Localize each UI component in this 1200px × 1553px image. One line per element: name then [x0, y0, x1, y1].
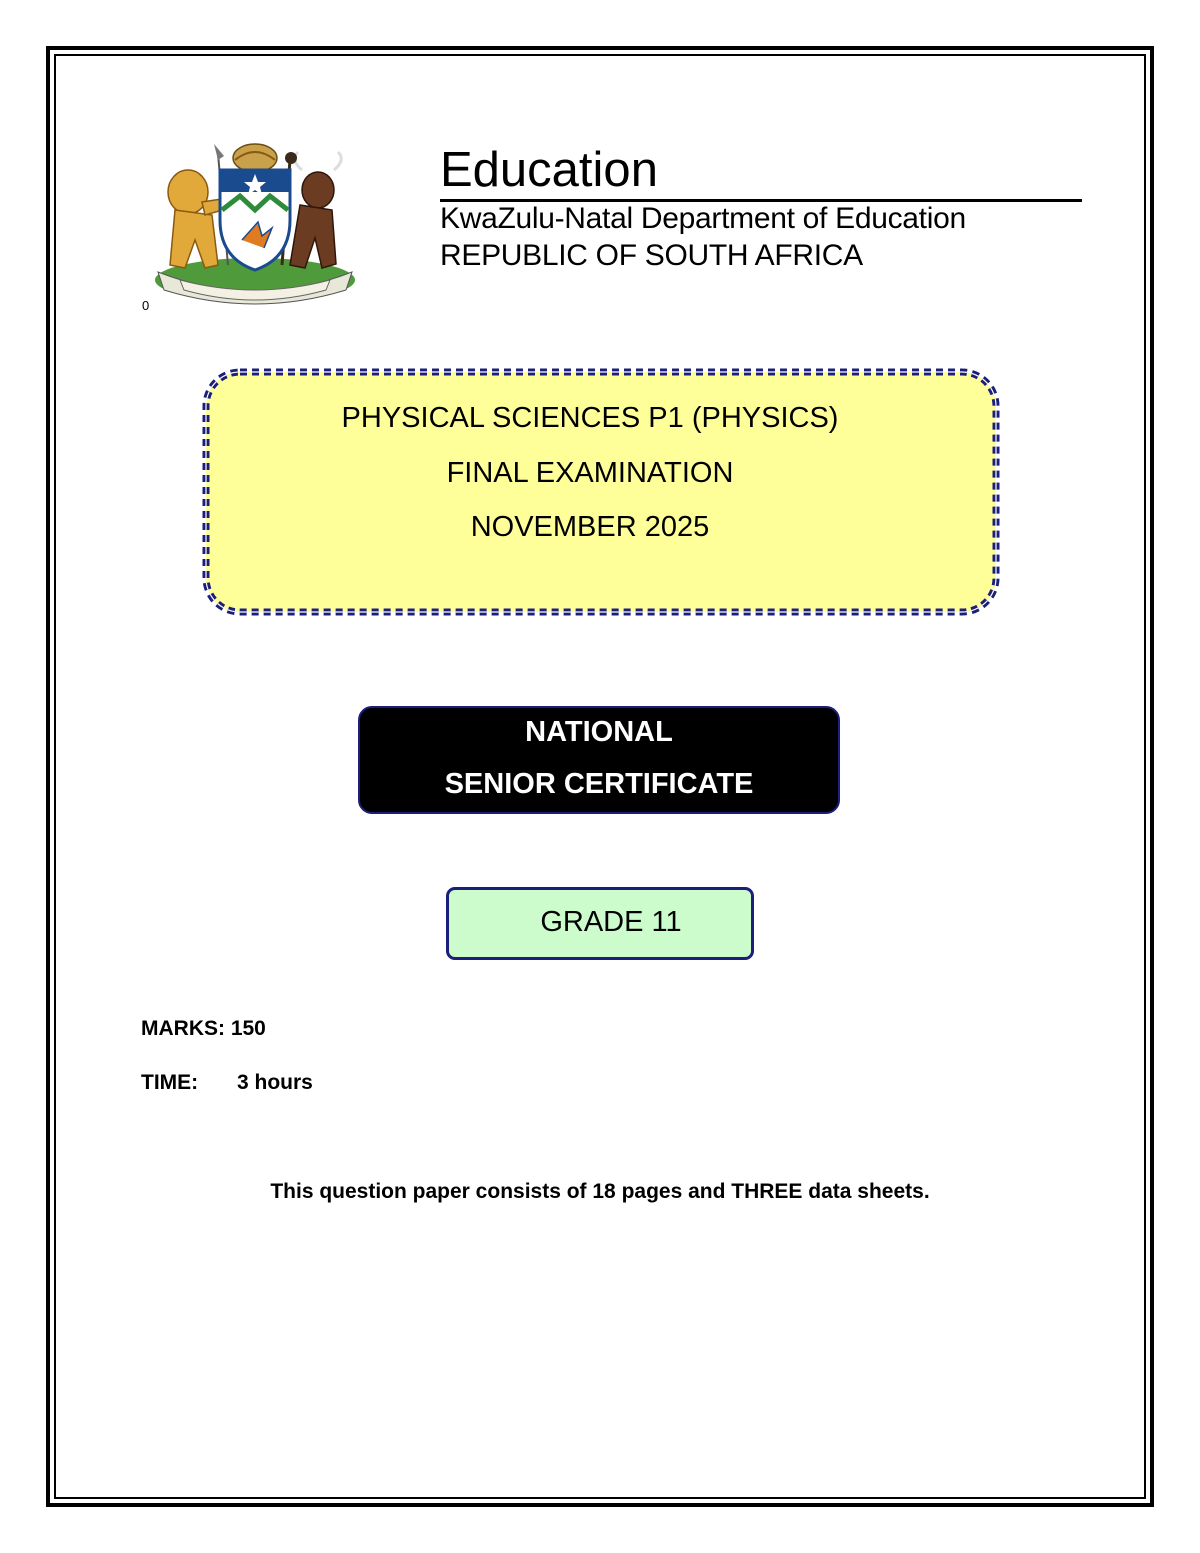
page-marker: 0 — [142, 298, 150, 313]
coat-of-arms-icon — [150, 140, 360, 310]
header-country: REPUBLIC OF SOUTH AFRICA — [440, 239, 863, 272]
time-value: 3 hours — [237, 1071, 313, 1094]
subject-line-2: FINAL EXAMINATION — [446, 457, 734, 489]
page-count-note: This question paper consists of 18 pages and THREE data sheets. — [270, 1180, 930, 1203]
certificate-line-2: SENIOR CERTIFICATE — [444, 768, 754, 800]
header-title: Education — [440, 143, 658, 197]
subject-line-3: NOVEMBER 2025 — [470, 511, 710, 543]
subject-line-1: PHYSICAL SCIENCES P1 (PHYSICS) — [341, 402, 839, 434]
grade-label: GRADE 11 — [540, 906, 682, 938]
marks-label: MARKS: 150 — [141, 1017, 266, 1040]
header-department: KwaZulu-Natal Department of Education — [440, 202, 966, 235]
time-label: TIME: — [141, 1071, 199, 1094]
certificate-line-1: NATIONAL — [525, 716, 673, 748]
